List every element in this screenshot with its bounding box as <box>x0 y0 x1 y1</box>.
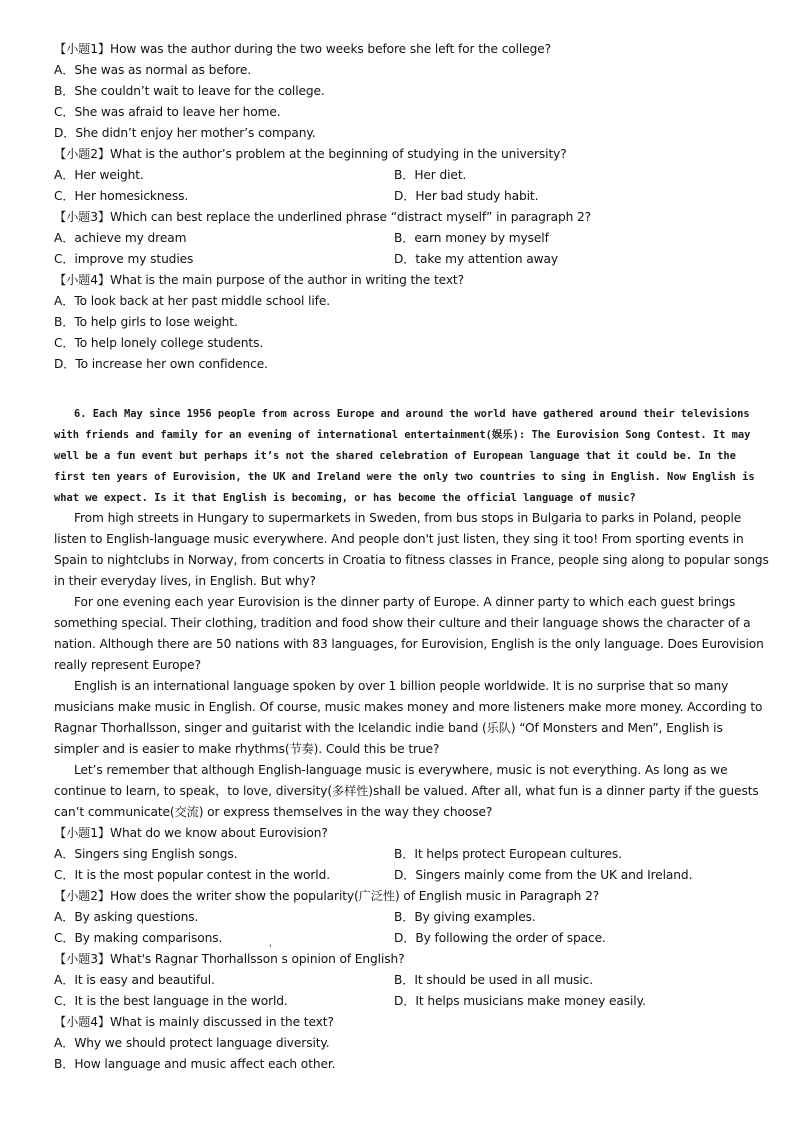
option-b: B．earn money by myself <box>394 231 549 245</box>
option-c: C．She was afraid to leave her home. <box>54 105 281 119</box>
option-b: B．To help girls to lose weight. <box>54 315 238 329</box>
paragraph-line: Ragnar Thorhallsson, singer and guitarist with the Icelandic indie band (乐队) “Of Monsters and Men”, English is <box>54 721 723 735</box>
option-c: C．It is the best language in the world. <box>54 994 288 1008</box>
option-a: A．By asking questions. <box>54 910 199 924</box>
paragraph-line: From high streets in Hungary to supermarkets in Sweden, from bus stops in Bulgaria to parks in Poland, people <box>74 511 742 525</box>
option-b: B．She couldn’t wait to leave for the college. <box>54 84 325 98</box>
question-stem: 【小题4】What is mainly discussed in the text? <box>54 1015 334 1029</box>
option-d: D．To increase her own confidence. <box>54 357 268 371</box>
paragraph-line: For one evening each year Eurovision is the dinner party of Europe. A dinner party to which each guest brings <box>74 595 736 609</box>
passage-intro-line: first ten years of Eurovision, the UK and Ireland were the only two countries to sing in English. Now English is <box>54 471 755 483</box>
question-stem: 【小题3】What's Ragnar Thorhallsson s opinion of English? <box>54 952 405 966</box>
paragraph-line: in their everyday lives, in English. But why? <box>54 574 316 588</box>
option-d: D．take my attention away <box>394 252 558 266</box>
paragraph-line: really represent Europe? <box>54 658 201 672</box>
option-d: D．She didn’t enjoy her mother’s company. <box>54 126 316 140</box>
passage-intro-line: what we expect. Is it that English is becoming, or has become the official language of music? <box>54 492 636 504</box>
option-b: B．It should be used in all music. <box>394 973 594 987</box>
question-stem: 【小题1】How was the author during the two weeks before she left for the college? <box>54 42 552 56</box>
paragraph-line: English is an international language spoken by over 1 billion people worldwide. It is no surprise that so many <box>74 679 729 693</box>
option-c: C．Her homesickness. <box>54 189 189 203</box>
question-stem: 【小题2】What is the author’s problem at the beginning of studying in the university? <box>54 147 567 161</box>
question-stem: 【小题3】Which can best replace the underlined phrase “distract myself” in paragraph 2? <box>54 210 592 224</box>
option-c: C．To help lonely college students. <box>54 336 264 350</box>
option-a: A．She was as normal as before. <box>54 63 252 77</box>
paragraph-line: simpler and is easier to make rhythms(节奏). Could this be true? <box>54 742 440 756</box>
option-d: D．Singers mainly come from the UK and Ireland. <box>394 868 693 882</box>
option-c: C．It is the most popular contest in the world. <box>54 868 331 882</box>
paragraph-line: Let’s remember that although English-language music is everywhere, music is not everything. As long as we <box>74 763 728 777</box>
paragraph-line: listen to English-language music everywhere. And people don't just listen, they sing it too! From sporting events in <box>54 532 744 546</box>
option-a: A．It is easy and beautiful. <box>54 973 215 987</box>
question-stem: 【小题4】What is the main purpose of the author in writing the text? <box>54 273 464 287</box>
option-b: B．Her diet. <box>394 168 467 182</box>
option-b: B．By giving examples. <box>394 910 536 924</box>
paragraph-line: can’t communicate(交流) or express themselves in the way they choose? <box>54 805 493 819</box>
option-a: A．To look back at her past middle school life. <box>54 294 331 308</box>
passage-intro-line: 6. Each May since 1956 people from across Europe and around the world have gathered around their televisions <box>74 408 750 420</box>
option-b: B．How language and music affect each other. <box>54 1057 336 1071</box>
option-b: B．It helps protect European cultures. <box>394 847 622 861</box>
option-d: D．By following the order of space. <box>394 931 606 945</box>
apostrophe-mark: ' <box>269 944 272 954</box>
question-stem: 【小题2】How does the writer show the popularity(广泛性) of English music in Paragraph 2? <box>54 889 600 903</box>
paragraph-line: nation. Although there are 50 nations with 83 languages, for Eurovision, English is the only language. Does Eurovision <box>54 637 764 651</box>
option-d: D．It helps musicians make money easily. <box>394 994 646 1008</box>
option-d: D．Her bad study habit. <box>394 189 539 203</box>
option-c: C．By making comparisons. <box>54 931 223 945</box>
option-a: A．Why we should protect language diversity. <box>54 1036 330 1050</box>
paragraph-line: continue to learn, to speak，to love, diversity(多样性)shall be valued. After all, what fun is a dinner party if the guests <box>54 784 759 798</box>
option-a: A．Her weight. <box>54 168 144 182</box>
option-a: A．achieve my dream <box>54 231 187 245</box>
passage-intro-line: with friends and family for an evening of international entertainment(娱乐): The Eurovision Song Contest. It may <box>54 429 751 441</box>
paragraph-line: Spain to nightclubs in Norway, from concerts in Croatia to fitness classes in France, people sing along to popular songs <box>54 553 769 567</box>
option-a: A．Singers sing English songs. <box>54 847 238 861</box>
option-c: C．improve my studies <box>54 252 194 266</box>
paragraph-line: musicians make music in English. Of course, music makes money and more listeners make more money. According to <box>54 700 763 714</box>
paragraph-line: something special. Their clothing, tradition and food show their culture and their language shows the character of a <box>54 616 751 630</box>
question-stem: 【小题1】What do we know about Eurovision? <box>54 826 328 840</box>
passage-intro-line: well be a fun event but perhaps it’s not the shared celebration of European language that it could be. In the <box>54 450 736 462</box>
